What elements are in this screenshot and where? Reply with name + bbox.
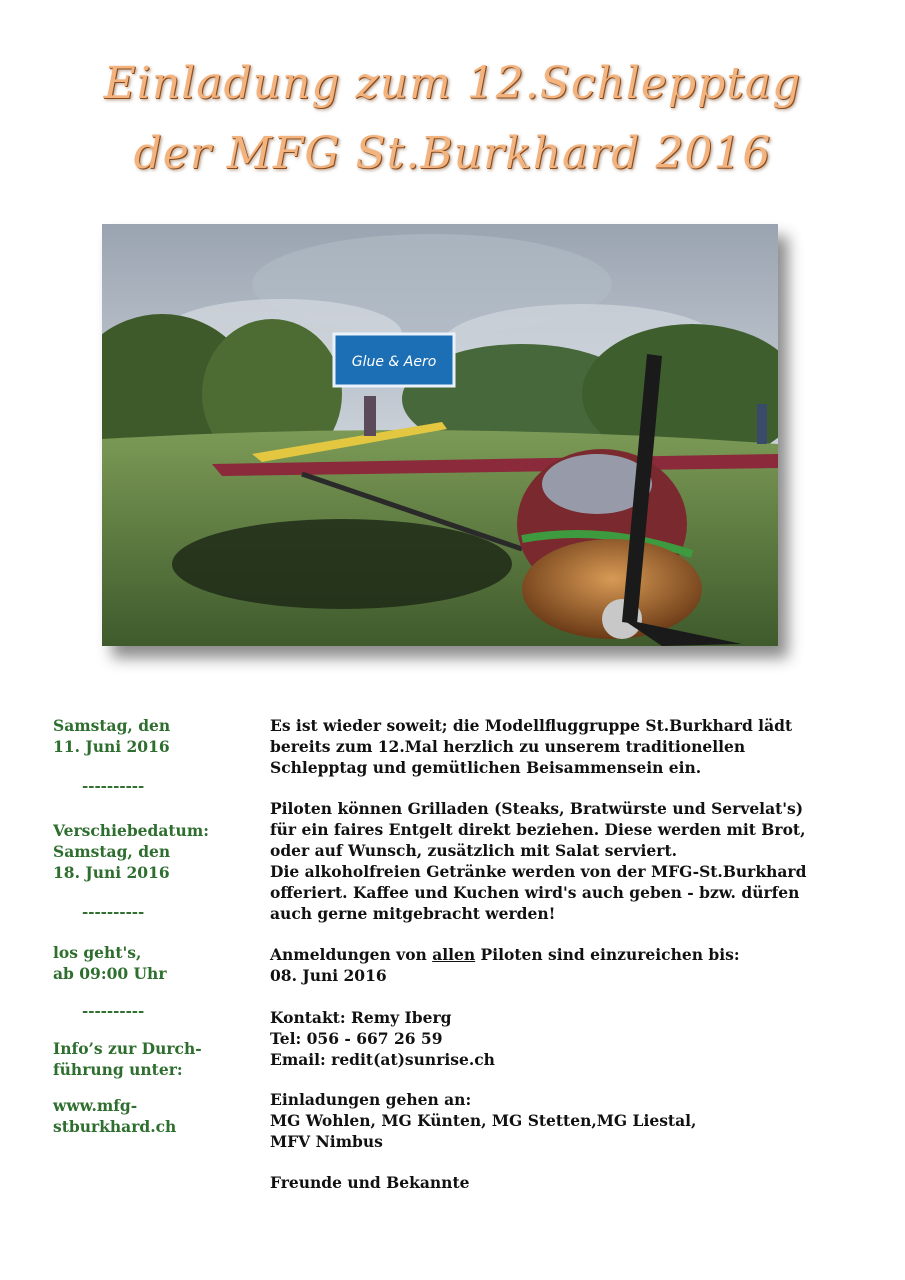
date-label: Samstag, den <box>53 716 171 735</box>
title-line-2: der MFG St.Burkhard 2016 <box>133 128 772 179</box>
alt-date-label: Verschiebedatum: <box>53 821 209 840</box>
start-line-1: los geht's, <box>53 943 142 962</box>
text-line: offeriert. Kaffee und Kuchen wird's auch geben - bzw. dürfen <box>270 883 800 902</box>
event-date <box>53 715 253 757</box>
banner-text: Glue & Aero <box>351 354 437 370</box>
alt-date-value: 18. Juni 2016 <box>53 863 170 882</box>
text-line: Schlepptag und gemütlichen Beisammensein ein. <box>270 758 702 777</box>
separator-2: ---------- <box>82 903 145 921</box>
url-line-2[interactable]: stburkhard.ch <box>53 1117 177 1136</box>
text-line: oder auf Wunsch, zusätzlich mit Salat serviert. <box>270 841 678 860</box>
invitees-list: MFV Nimbus <box>270 1132 383 1151</box>
contact-block <box>270 1007 870 1070</box>
contact-phone: Tel: 056 - 667 26 59 <box>270 1029 443 1048</box>
registration-deadline: 08. Juni 2016 <box>270 966 387 985</box>
text-line: Piloten können Grilladen (Steaks, Bratwürste und Servelat's) <box>270 799 804 818</box>
separator-1: ---------- <box>82 777 145 795</box>
text-line: bereits zum 12.Mal herzlich zu unserem traditionellen <box>270 737 746 756</box>
alt-date-day: Samstag, den <box>53 842 171 861</box>
date-value: 11. Juni 2016 <box>53 737 170 756</box>
start-time <box>53 942 253 984</box>
contact-email: Email: redit(at)sunrise.ch <box>270 1050 495 1069</box>
invitees-block <box>270 1089 870 1152</box>
intro-paragraph <box>270 715 870 778</box>
start-line-2: ab 09:00 Uhr <box>53 964 167 983</box>
invitees-heading: Einladungen gehen an: <box>270 1090 472 1109</box>
registration-paragraph <box>270 944 870 986</box>
website-link[interactable] <box>53 1095 253 1137</box>
info-line-2: führung unter: <box>53 1060 183 1079</box>
invitees-list: MG Wohlen, MG Künten, MG Stetten,MG Liestal, <box>270 1111 697 1130</box>
separator-3: ---------- <box>82 1002 145 1020</box>
registration-line: Anmeldungen von allen Piloten sind einzureichen bis: <box>270 945 740 964</box>
text-line: auch gerne mitgebracht werden! <box>270 904 556 923</box>
url-line-1[interactable]: www.mfg- <box>53 1096 138 1115</box>
catering-paragraph <box>270 798 870 924</box>
info-line-1: Info’s zur Durch- <box>53 1039 202 1058</box>
text-line: Die alkoholfreien Getränke werden von der MFG-St.Burkhard <box>270 862 807 881</box>
event-photo <box>102 224 778 646</box>
text-line: Es ist wieder soweit; die Modellfluggruppe St.Burkhard lädt <box>270 716 793 735</box>
info-note <box>53 1038 253 1080</box>
title-line-1: Einladung zum 12.Schlepptag <box>103 58 802 109</box>
contact-name: Kontakt: Remy Iberg <box>270 1008 452 1027</box>
friends-line: Freunde und Bekannte <box>270 1173 470 1192</box>
alternate-date <box>53 820 253 883</box>
text-line: für ein faires Entgelt direkt beziehen. Diese werden mit Brot, <box>270 820 806 839</box>
emphasis-all: allen <box>432 945 476 964</box>
